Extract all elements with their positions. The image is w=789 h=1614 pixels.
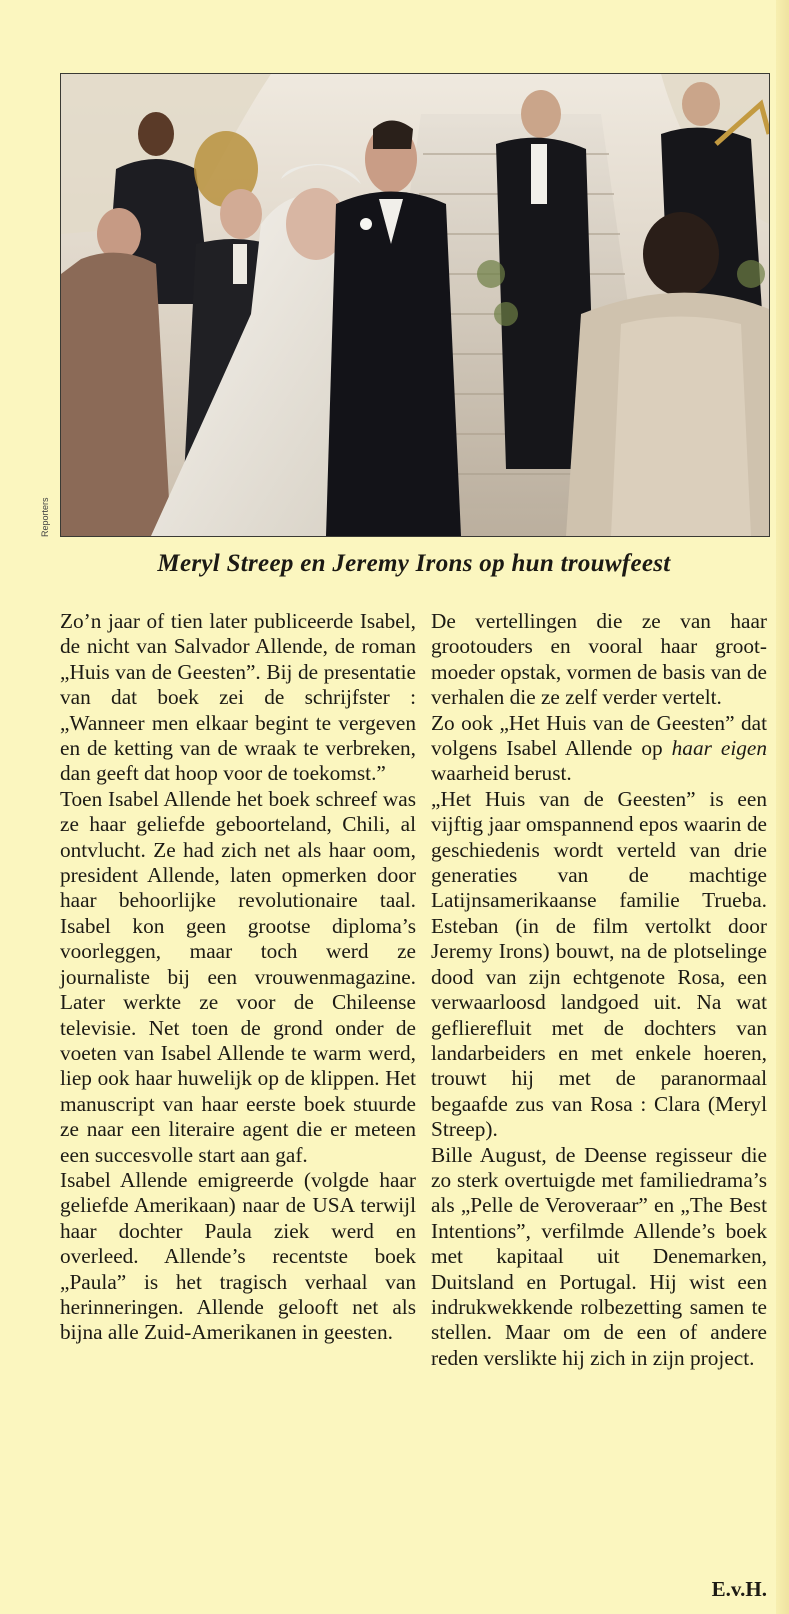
- article-column-left: [60, 609, 416, 1346]
- paragraph: De vertellingen die ze van haar grootouders en vooral haar grootmoeder opstak, vormen de basis van de verhalen die ze zelf verder vertelt.: [431, 609, 767, 710]
- author-signature: E.v.H.: [711, 1577, 767, 1601]
- wedding-photo: [60, 73, 770, 537]
- paragraph: „Het Huis van de Geesten” is een vijftig jaar omspannend epos waarin de geschiedenis wordt verteld van drie generaties van de machtige Latijnsamerikaanse familie Trueba. Esteban (in de film vertolkt door Jeremy Irons) bouwt, na de plotselinge dood van zijn echtgenote Rosa, een verwaarloosd landgoed uit. Na wat geflierefluit met de dochters van landarbeiders en met enkele hoeren, trouwt hij met de paranormaal begaafde zus van Rosa : Clara (Meryl Streep).: [431, 786, 767, 1142]
- paragraph: Bille August, de Deense regisseur die zo sterk overtuigde met familiedrama’s als „Pelle de Veroveraar” en „The Best Intentions”, verfilmde Allende’s boek met kapitaal uit Denemarken, Duitsland en Portugal. Hij wist een indrukwekkende rolbezetting samen te stellen. Maar om de een of andere reden verslikte hij zich in zijn project.: [431, 1142, 767, 1370]
- text-run: waarheid berust.: [431, 761, 572, 786]
- paragraph: [431, 711, 767, 787]
- text-run: Zo ook „Het Huis van de Geesten” dat volgens Isabel Allende op: [431, 710, 767, 761]
- page-edge: [776, 0, 789, 1614]
- photo-credit: Reporters: [40, 497, 50, 537]
- paragraph: Zo’n jaar of tien later publiceerde Isabel, de nicht van Salvador Allende, de roman „Huis van de Geesten”. Bij de presentatie van dat boek zei de schrijfster : „Wanneer men elkaar begint te vergeven en de ketting van de wraak te verbreken, dan geeft dat hoop voor de toekomst.”: [60, 609, 416, 786]
- wedding-scene-illustration: [61, 74, 769, 536]
- article-column-right: [431, 609, 767, 1371]
- paragraph: Toen Isabel Allende het boek schreef was ze haar geliefde geboorteland, Chili, al ontvlucht. Ze had zich net als haar oom, president Allende, laten opmerken door haar behoorlijke revolutionaire taal. Isabel kon geen grootse diploma’s voorleggen, maar toch werd ze journaliste bij een vrouwenmagazine. Later werkte ze voor de Chileense televisie. Net toen de grond onder de voeten van Isabel Allende te warm werd, liep ook haar huwelijk op de klippen. Het manuscript van haar eerste boek stuurde ze naar een literaire agent die er meteen een succesvolle start aan gaf.: [60, 786, 416, 1167]
- paragraph: Isabel Allende emigreerde (volgde haar geliefde Amerikaan) naar de USA terwijl haar dochter Paula ziek werd en overleed. Allende’s recentste boek „Paula” is het tragisch verhaal van herinneringen. Allende gelooft net als bijna alle Zuid-Amerikanen in geesten.: [60, 1167, 416, 1345]
- emphasis: haar eigen: [671, 736, 767, 761]
- photo-caption: Meryl Streep en Jeremy Irons op hun trouwfeest: [157, 550, 671, 577]
